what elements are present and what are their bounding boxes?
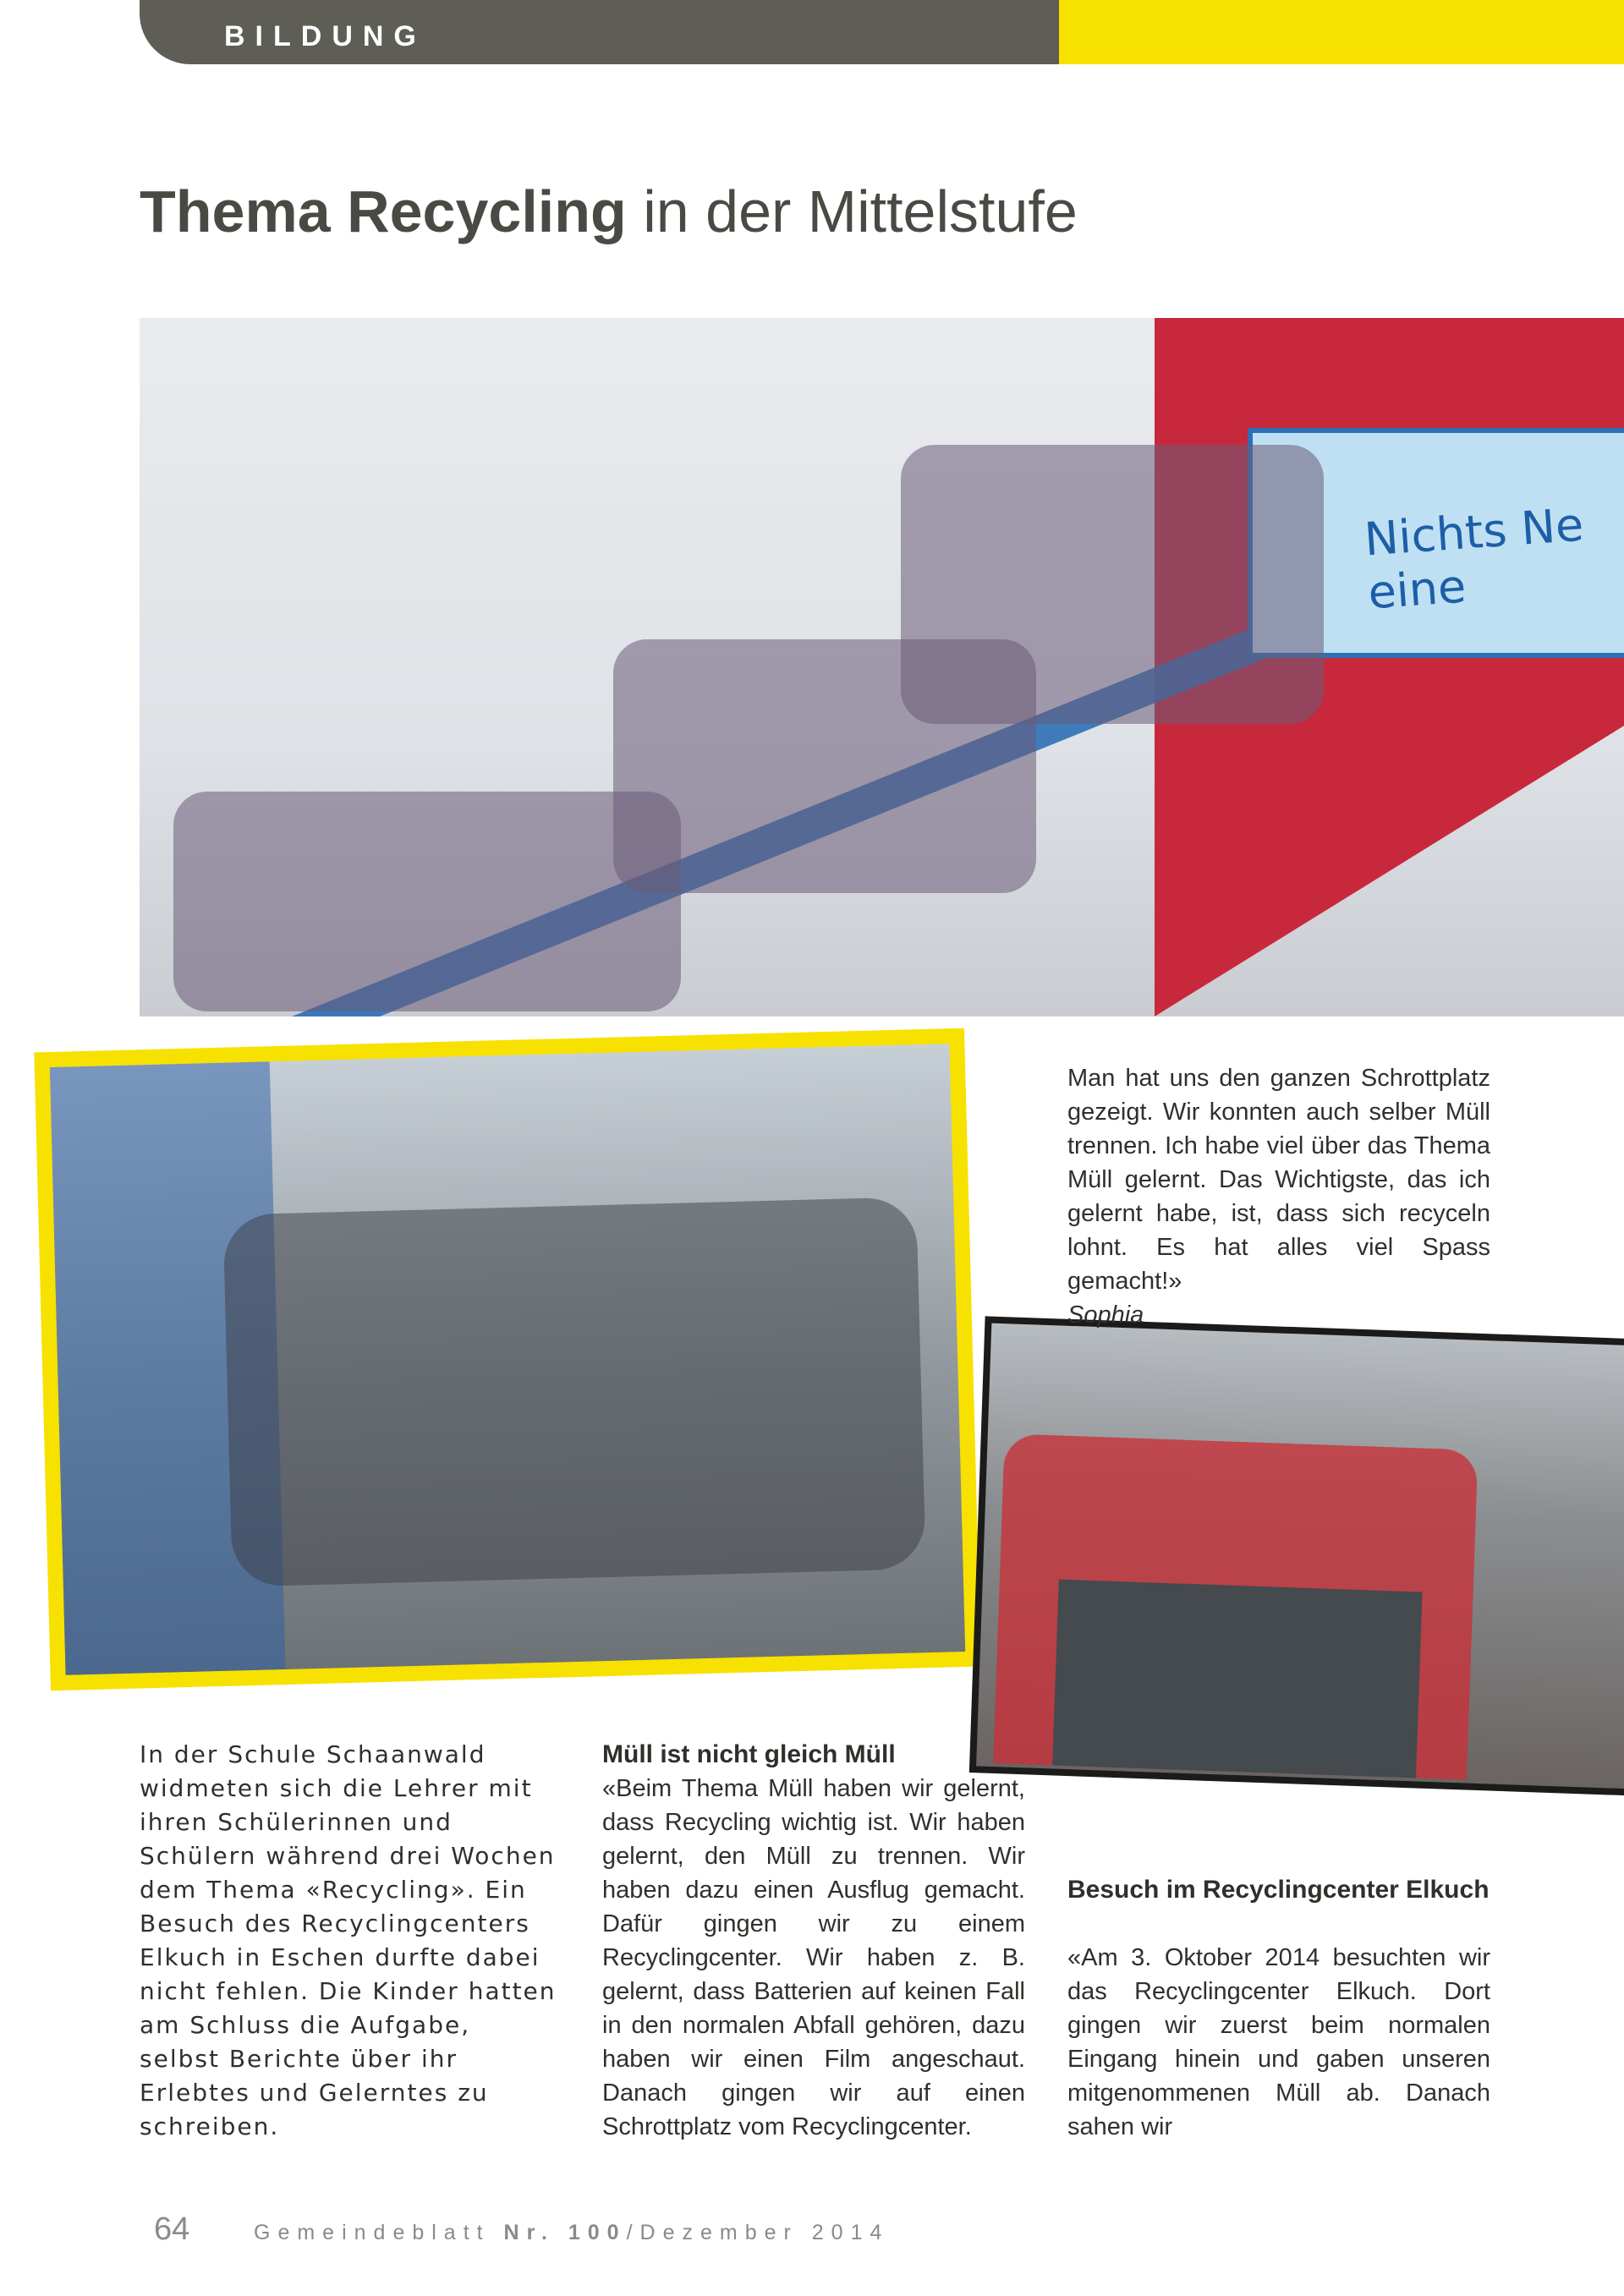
subheading: Besuch im Recyclingcenter Elkuch bbox=[1067, 1876, 1490, 1904]
photo-engine bbox=[1052, 1580, 1422, 1778]
article-column-mid bbox=[602, 1738, 1025, 2144]
photo-children-group bbox=[901, 445, 1324, 724]
section-label: BILDUNG bbox=[224, 20, 426, 52]
page-title bbox=[140, 178, 1078, 245]
accent-bar bbox=[1059, 0, 1624, 64]
quote-text: Man hat uns den ganzen Schrottplatz gezeigt. Wir konnten auch selber Müll trennen. Ich habe viel über das Thema Müll gelernt. Das Wichtigste, das ich gelernt habe, ist, dass sich recyceln lohnt. Es hat alles viel Spass gemacht!» bbox=[1067, 1065, 1490, 1295]
article-intro: In der Schule Schaanwald widmeten sich die Lehrer mit ihren Schülerinnen und Schülern während drei Wochen dem Thema «Recycling». Ein Besuch des Recyclingcenters Elkuch in Eschen durfte dabei nicht fehlen. Die Kinder hatten am Schluss die Aufgabe, selbst Berichte über ihr Erlebtes und Gelerntes zu schreiben. bbox=[140, 1740, 557, 2140]
page-number: 64 bbox=[154, 2211, 190, 2247]
publication-line bbox=[254, 2221, 889, 2245]
photo-stairs bbox=[140, 318, 1624, 1016]
article-text-right-top bbox=[1067, 1061, 1490, 1332]
photo-children-group bbox=[222, 1197, 925, 1586]
author-signature: Sophia bbox=[1067, 1301, 1144, 1329]
photo-yard-frame bbox=[34, 1028, 980, 1691]
paragraph: «Am 3. Oktober 2014 besuchten wir das Recyclingcenter Elkuch. Dort gingen wir zuerst beim normalen Eingang hinein und gaben unseren mitgenommenen Müll ab. Danach sahen wir bbox=[1067, 1944, 1490, 2140]
issue-date: /Dezember 2014 bbox=[626, 2221, 890, 2244]
issue-number: Nr. 100 bbox=[503, 2221, 627, 2244]
photo-yard bbox=[50, 1044, 965, 1675]
publication-name: Gemeindeblatt bbox=[254, 2221, 504, 2244]
article-column-right bbox=[1067, 1873, 1490, 2144]
photo-children-group bbox=[173, 792, 681, 1011]
paragraph: «Beim Thema Müll haben wir gelernt, dass Recycling wichtig ist. Wir haben gelernt, den Müll zu trennen. Wir haben dazu einen Ausflug gemacht. Dafür gingen wir zu einem Recyclingcenter. Wir haben z. B. gelernt, dass Batterien auf keinen Fall in den normalen Abfall gehören, dazu haben wir einen Film angeschaut. Danach gingen wir auf einen Schrottplatz vom Recyclingcenter. bbox=[602, 1775, 1025, 2140]
photo-car-frame bbox=[969, 1316, 1624, 1795]
subheading: Müll ist nicht gleich Müll bbox=[602, 1740, 896, 1768]
title-light: in der Mittelstufe bbox=[626, 178, 1078, 244]
title-bold: Thema Recycling bbox=[140, 178, 627, 244]
photo-sign-text: Nichts Ne eine bbox=[1362, 497, 1586, 620]
photo-car bbox=[976, 1323, 1624, 1789]
